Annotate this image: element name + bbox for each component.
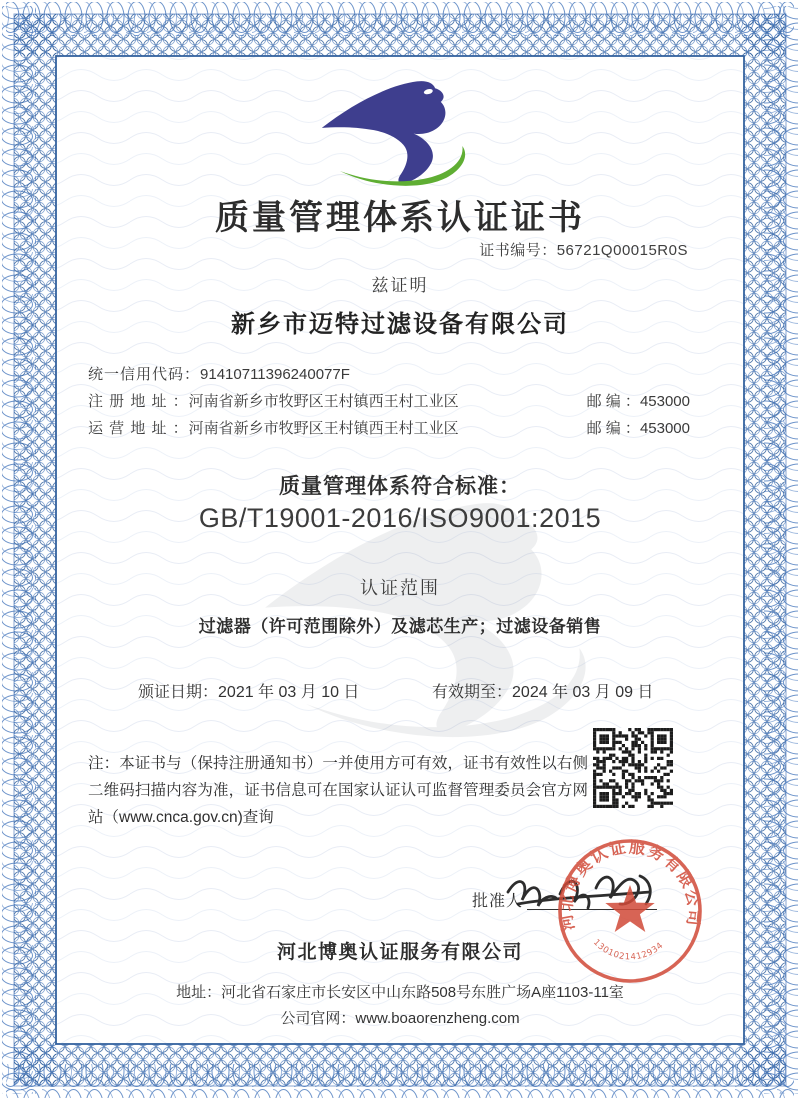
issuer-website-value: www.boaorenzheng.com: [355, 1010, 520, 1027]
standard-heading: 质量管理体系符合标准：: [279, 475, 521, 498]
issuer-website-label: 公司官网：: [280, 1010, 356, 1027]
op-postcode-value: 453000: [639, 420, 690, 437]
company-info-block: [88, 366, 690, 447]
op-postcode-label: 邮 编 ：: [586, 420, 640, 437]
issuer-address: [0, 981, 800, 1002]
boao-bird-b-logo-icon: [315, 62, 485, 187]
logo-watermark-icon: [250, 400, 630, 800]
issue-date-label: 颁证日期：: [138, 684, 219, 701]
operating-address-row: [88, 420, 690, 438]
credit-code-row: [88, 366, 690, 384]
valid-until-date: [432, 679, 653, 702]
registered-address-label: 注 册 地 址 ：: [88, 393, 189, 410]
certificate-number: [479, 239, 688, 260]
issuer-address-value: 河北省石家庄市长安区中山东路508号东胜广场A座1103-11室: [221, 984, 624, 1001]
certificate-title: 质量管理体系认证证书: [215, 199, 585, 237]
credit-code-label: 统一信用代码：: [88, 366, 201, 383]
scope-heading: 认证范围: [360, 578, 440, 598]
issue-date: [138, 679, 359, 702]
scope-text: 过滤器（许可范围除外）及滤芯生产；过滤设备销售: [198, 617, 602, 636]
credit-code-value: 91410711396240077F: [200, 366, 350, 383]
reg-postcode-label: 邮 编 ：: [586, 393, 640, 410]
certified-company-name: 新乡市迈特过滤设备有限公司: [231, 311, 569, 338]
issue-date-value: 2021 年 03 月 10 日: [218, 684, 360, 701]
issuer-address-label: 地址：: [176, 984, 222, 1001]
issuer-name: 河北博奥认证服务有限公司: [276, 942, 523, 963]
certificate-number-value: 56721Q00015R0S: [556, 242, 688, 259]
certificate-number-label: 证书编号：: [479, 242, 557, 259]
seal-ring-text: 河北博奥认证服务有限公司: [556, 837, 704, 933]
qr-code-icon: [593, 728, 673, 808]
company-round-seal-icon: [550, 831, 710, 991]
operating-address-value: 河南省新乡市牧野区王村镇西王村工业区: [188, 420, 459, 437]
approver-label: 批准人: [472, 893, 524, 910]
seal-number-text: 1301021412934: [590, 937, 667, 963]
issuer-website: [0, 1007, 800, 1028]
certificate-note: 注：本证书与（保持注册通知书）一并使用方可有效，证书有效性以右侧二维码扫描内容为准，证书信息可在国家认证认可监督管理委员会官方网站（www.cnca.gov.cn)查询: [88, 755, 588, 826]
reg-postcode-value: 453000: [639, 393, 690, 410]
registered-address-value: 河南省新乡市牧野区王村镇西王村工业区: [188, 393, 459, 410]
certify-intro: 兹证明: [371, 276, 429, 295]
registered-address-row: [88, 393, 690, 411]
valid-until-value: 2024 年 03 月 09 日: [512, 684, 654, 701]
standard-code: GB/T19001-2016/ISO9001:2015: [198, 503, 602, 533]
valid-until-label: 有效期至：: [432, 684, 513, 701]
operating-address-label: 运 营 地 址 ：: [88, 420, 189, 437]
